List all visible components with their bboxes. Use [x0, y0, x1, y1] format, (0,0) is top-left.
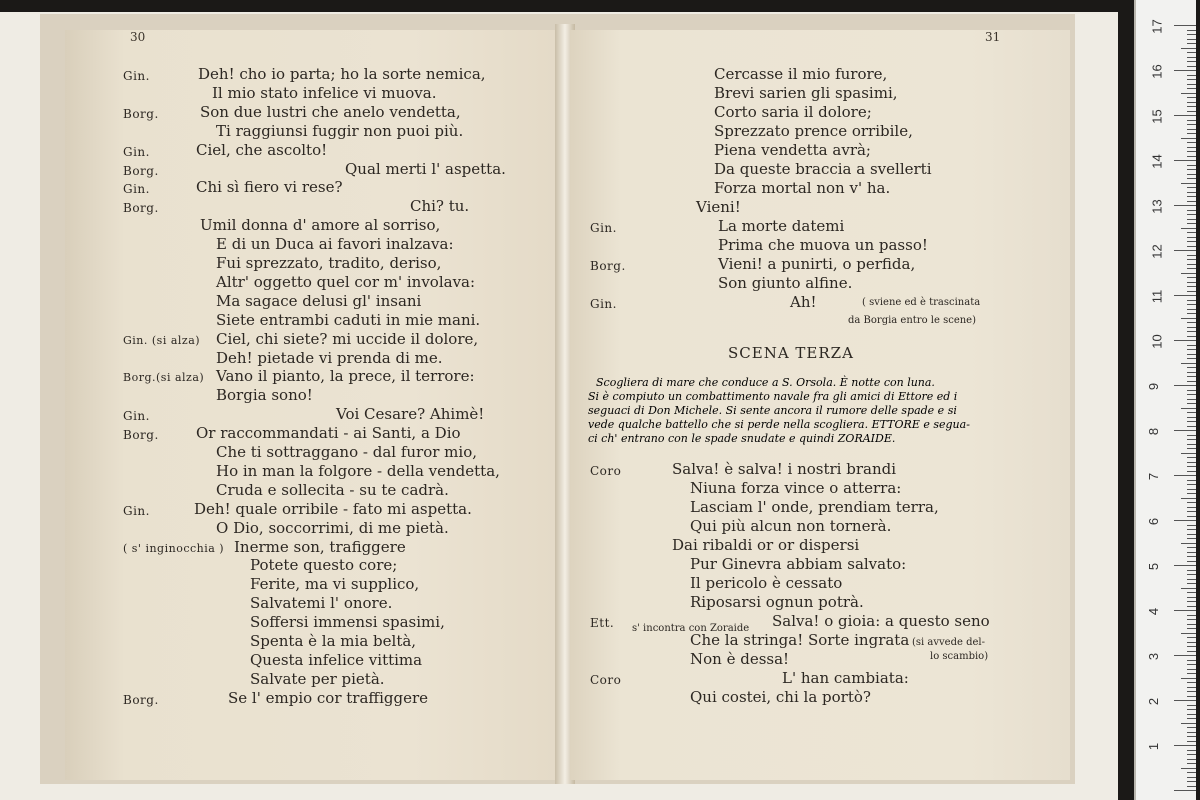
ruler-tick	[1187, 646, 1196, 647]
ruler-tick	[1187, 687, 1196, 688]
left-line-text: Voi Cesare? Ahimè!	[336, 405, 485, 424]
ruler-tick	[1187, 642, 1196, 643]
ruler-tick	[1181, 633, 1196, 634]
ruler-tick	[1187, 673, 1196, 674]
ruler-tick	[1174, 565, 1196, 566]
ruler-tick	[1187, 84, 1196, 85]
right-line-text: Prima che muova un passo!	[718, 236, 928, 254]
ruler-tick	[1187, 435, 1196, 436]
left-line-speaker: ( s' inginocchia )	[123, 541, 225, 555]
ruler-tick	[1187, 142, 1196, 143]
ruler-tick	[1187, 309, 1196, 310]
ruler-tick	[1187, 88, 1196, 89]
ruler-tick	[1181, 453, 1196, 454]
chorus-line-text: Qui più alcun non tornerà.	[690, 517, 892, 535]
ruler-tick	[1181, 48, 1196, 49]
right-line-text: Ah!	[790, 293, 817, 311]
chorus-line-text: Riposarsi ognun potrà.	[690, 593, 864, 611]
left-line-text: Spenta è la mia beltà,	[250, 632, 417, 650]
left-line-text: Salvatemi l' onore.	[250, 594, 393, 613]
left-line-speaker: Gin.	[123, 69, 150, 83]
left-line-text: Ciel, chi siete? mi uccide il dolore,	[216, 329, 479, 348]
ruler-tick	[1187, 534, 1196, 535]
chorus-line-text: Qui costei, chi la portò?	[690, 688, 871, 706]
left-line-text: Chi sì fiero vi rese?	[196, 178, 343, 197]
ruler-tick	[1187, 457, 1196, 458]
scene-description-5: ci ch' entrano con le spade snudate e quindi ZORAIDE.	[588, 432, 896, 445]
ruler-tick	[1187, 354, 1196, 355]
ruler-tick	[1187, 97, 1196, 98]
ruler-tick	[1181, 273, 1196, 274]
left-line-speaker: Gin.	[123, 503, 150, 518]
ruler-tick	[1187, 214, 1196, 215]
ruler-tick	[1187, 124, 1196, 125]
right-line-text: Brevi sarien gli spasimi,	[714, 84, 898, 102]
ruler-number: 11	[1149, 289, 1165, 304]
ruler-tick	[1187, 525, 1196, 526]
ruler-tick	[1174, 205, 1196, 206]
ruler-tick	[1187, 192, 1196, 193]
ruler-number: 8	[1146, 427, 1162, 436]
ruler-tick	[1181, 228, 1196, 229]
ruler-tick	[1187, 336, 1196, 337]
ruler-tick	[1187, 597, 1196, 598]
left-line-text: Qual merti l' aspetta.	[345, 159, 506, 178]
ruler-number: 16	[1149, 64, 1165, 79]
ruler-tick	[1187, 322, 1196, 323]
ruler-tick	[1174, 520, 1196, 521]
ruler-tick	[1187, 417, 1196, 418]
ruler-tick	[1187, 664, 1196, 665]
ruler-tick	[1187, 709, 1196, 710]
ruler-tick	[1181, 318, 1196, 319]
left-line-speaker: Borg.	[123, 106, 159, 121]
ruler-tick	[1174, 385, 1196, 386]
left-line-text: Or raccommandati - ai Santi, a Dio	[196, 424, 461, 443]
scene-description-2: Si è compiuto un combattimento navale fra gli amici di Ettore ed i	[588, 390, 958, 403]
ruler-tick	[1181, 678, 1196, 679]
ruler-tick	[1187, 786, 1196, 787]
left-line-text: Umil donna d' amore al sorriso,	[200, 216, 441, 235]
ruler-tick	[1187, 556, 1196, 557]
ruler-tick	[1187, 75, 1196, 76]
ruler-tick	[1187, 345, 1196, 346]
left-line-text: Son due lustri che anelo vendetta,	[200, 102, 461, 121]
left-line-speaker: Gin.	[123, 409, 150, 424]
right-line-text: Piena vendetta avrà;	[714, 141, 871, 159]
right-line-text: Forza mortal non v' ha.	[714, 179, 891, 197]
aside-line-2: lo scambio)	[930, 651, 989, 662]
left-line-text: Fui sprezzato, tradito, deriso,	[216, 254, 442, 272]
ruler-tick	[1187, 376, 1196, 377]
scene-description-3: seguaci di Don Michele. Si sente ancora il rumore delle spade e si	[588, 404, 957, 417]
right-line-text: Son giunto alfine.	[718, 274, 853, 292]
ruler-tick	[1187, 151, 1196, 152]
ruler-tick	[1187, 372, 1196, 373]
right-line-text: Vieni!	[696, 198, 741, 216]
ruler-tick	[1187, 732, 1196, 733]
ruler-tick	[1187, 232, 1196, 233]
ruler-tick	[1187, 781, 1196, 782]
ruler-tick	[1187, 651, 1196, 652]
right-line-text: Vieni! a punirti, o perfida,	[718, 255, 916, 273]
ruler-tick	[1187, 489, 1196, 490]
ruler-number: 4	[1146, 607, 1162, 616]
ruler-number: 3	[1146, 652, 1162, 661]
ruler-tick	[1174, 790, 1196, 791]
ruler-tick	[1187, 313, 1196, 314]
ruler-tick	[1181, 408, 1196, 409]
chorus-line-text: Pur Ginevra abbiam salvato:	[690, 555, 907, 573]
left-line-text: Inerme son, trafiggere	[234, 537, 406, 556]
ruler-tick	[1187, 714, 1196, 715]
ruler-tick	[1187, 448, 1196, 449]
ruler-tick	[1187, 619, 1196, 620]
right-line-text: Cercasse il mio furore,	[714, 65, 888, 83]
ruler-tick	[1174, 655, 1196, 656]
ruler-tick	[1187, 718, 1196, 719]
ruler-tick	[1187, 669, 1196, 670]
left-line-speaker: Borg.	[123, 692, 159, 707]
ruler-tick	[1187, 439, 1196, 440]
ruler-tick	[1187, 552, 1196, 553]
ruler-tick	[1174, 610, 1196, 611]
measurement-ruler	[1134, 0, 1196, 800]
ruler-tick	[1187, 57, 1196, 58]
ruler-tick	[1187, 178, 1196, 179]
ruler-tick	[1187, 241, 1196, 242]
left-line-speaker: Borg.	[123, 163, 159, 178]
ruler-tick	[1187, 754, 1196, 755]
ruler-tick	[1174, 700, 1196, 701]
left-line-text: Deh! cho io parta; ho la sorte nemica,	[198, 65, 486, 83]
ruler-tick	[1187, 493, 1196, 494]
ruler-number: 17	[1149, 19, 1165, 34]
left-line-text: Ma sagace delusi gl' insani	[216, 291, 422, 310]
ruler-tick	[1187, 79, 1196, 80]
ruler-tick	[1187, 120, 1196, 121]
ruler-number: 5	[1146, 562, 1162, 571]
ruler-tick	[1187, 579, 1196, 580]
left-line-text: Salvate per pietà.	[250, 669, 385, 688]
ruler-tick	[1187, 421, 1196, 422]
ruler-tick	[1187, 592, 1196, 593]
left-line-text: Soffersi immensi spasimi,	[250, 613, 445, 632]
ruler-tick	[1187, 561, 1196, 562]
ruler-tick	[1187, 480, 1196, 481]
ruler-tick	[1187, 696, 1196, 697]
ruler-number: 2	[1146, 697, 1162, 706]
ruler-tick	[1187, 156, 1196, 157]
ruler-tick	[1187, 210, 1196, 211]
ruler-tick	[1187, 390, 1196, 391]
ruler-tick	[1187, 358, 1196, 359]
left-line-text: Deh! quale orribile - fato mi aspetta.	[194, 499, 472, 518]
ruler-tick	[1187, 403, 1196, 404]
ruler-tick	[1181, 93, 1196, 94]
left-line-text: Cruda e sollecita - su te cadrà.	[216, 480, 449, 499]
left-line-text: Ho in man la folgore - della vendetta,	[216, 461, 500, 480]
chorus-line-text: Salva! è salva! i nostri brandi	[672, 460, 897, 478]
scene-heading: SCENA TERZA	[728, 344, 854, 362]
ruler-tick	[1187, 660, 1196, 661]
left-line-text: Il mio stato infelice vi muova.	[212, 83, 437, 102]
ruler-tick	[1187, 741, 1196, 742]
ruler-number: 13	[1149, 199, 1165, 214]
left-line-text: Potete questo core;	[250, 556, 398, 575]
ruler-tick	[1187, 628, 1196, 629]
chorus-line-text: Dai ribaldi or or dispersi	[672, 536, 860, 554]
ruler-tick	[1187, 772, 1196, 773]
ruler-tick	[1187, 52, 1196, 53]
ruler-tick	[1187, 516, 1196, 517]
left-line-text: Borgia sono!	[216, 386, 313, 405]
left-line-speaker: Gin.	[123, 182, 150, 197]
left-line-speaker: Borg.(si alza)	[123, 371, 205, 385]
chorus-line-speaker: Ett.	[590, 616, 615, 630]
left-line-text: Deh! pietade vi prenda di me.	[216, 348, 443, 367]
right-line-text: La morte datemi	[718, 217, 845, 235]
ruler-tick	[1187, 471, 1196, 472]
ruler-tick	[1187, 111, 1196, 112]
ruler-tick	[1187, 444, 1196, 445]
ruler-tick	[1187, 615, 1196, 616]
left-page-number: 30	[130, 30, 146, 44]
ruler-tick	[1187, 705, 1196, 706]
ruler-tick	[1181, 723, 1196, 724]
ruler-tick	[1174, 250, 1196, 251]
ruler-tick	[1187, 426, 1196, 427]
ruler-tick	[1174, 70, 1196, 71]
ruler-tick	[1187, 282, 1196, 283]
stage-direction-faint: ( sviene ed è trascinata	[862, 297, 981, 308]
ruler-tick	[1187, 264, 1196, 265]
ruler-tick	[1187, 574, 1196, 575]
right-line-speaker: Gin.	[590, 221, 617, 235]
scene-description-1: Scogliera di mare che conduce a S. Orsola. È notte con luna.	[596, 376, 935, 389]
ruler-tick	[1187, 529, 1196, 530]
left-line-text: Chi? tu.	[410, 197, 470, 216]
ruler-tick	[1174, 340, 1196, 341]
ruler-tick	[1187, 601, 1196, 602]
ruler-tick	[1187, 129, 1196, 130]
left-line-text: Ferite, ma vi supplico,	[250, 575, 420, 594]
ruler-tick	[1187, 219, 1196, 220]
ruler-tick	[1187, 399, 1196, 400]
ruler-tick	[1187, 39, 1196, 40]
ruler-tick	[1187, 507, 1196, 508]
ruler-tick	[1174, 295, 1196, 296]
ruler-tick	[1187, 637, 1196, 638]
ruler-tick	[1174, 475, 1196, 476]
ruler-tick	[1187, 187, 1196, 188]
right-line-speaker: Gin.	[590, 297, 617, 311]
ruler-tick	[1187, 268, 1196, 269]
ruler-number: 7	[1146, 472, 1162, 481]
chorus-line-text: Salva! o gioia: a questo seno	[772, 612, 990, 630]
ruler-tick	[1187, 201, 1196, 202]
ruler-tick	[1187, 394, 1196, 395]
left-line-text: Questa infelice vittima	[250, 650, 423, 669]
ruler-tick	[1181, 138, 1196, 139]
ruler-tick	[1187, 147, 1196, 148]
ruler-tick	[1187, 511, 1196, 512]
ruler-tick	[1187, 367, 1196, 368]
ruler-tick	[1187, 624, 1196, 625]
ruler-tick	[1187, 777, 1196, 778]
aside-line-1: (si avvede del-	[912, 637, 985, 648]
stage-direction-borgia: da Borgia entro le scene)	[848, 315, 976, 326]
ruler-tick	[1187, 583, 1196, 584]
ruler-tick	[1187, 196, 1196, 197]
ruler-tick	[1187, 277, 1196, 278]
left-line-speaker: Borg.	[123, 201, 159, 216]
ruler-tick	[1174, 160, 1196, 161]
ruler-tick	[1187, 43, 1196, 44]
ruler-tick	[1181, 768, 1196, 769]
ruler-tick	[1187, 259, 1196, 260]
right-line-text: Sprezzato prence orribile,	[714, 122, 913, 140]
left-line-text: E di un Duca ai favori inalzava:	[216, 235, 454, 254]
ruler-number: 10	[1149, 334, 1165, 349]
ruler-tick	[1187, 165, 1196, 166]
chorus-line-speaker: Coro	[590, 464, 622, 478]
left-line-speaker: Gin.	[123, 144, 150, 159]
ruler-number: 1	[1146, 742, 1162, 751]
chorus-line-text: Che la stringa! Sorte ingrata	[690, 631, 910, 649]
ruler-tick	[1187, 750, 1196, 751]
ruler-tick	[1187, 174, 1196, 175]
ruler-tick	[1187, 133, 1196, 134]
ruler-tick	[1187, 349, 1196, 350]
ruler-tick	[1174, 25, 1196, 26]
ruler-number: 12	[1149, 244, 1165, 259]
chorus-line-text: L' han cambiata:	[782, 669, 909, 687]
ruler-tick	[1187, 691, 1196, 692]
left-line-text: Vano il pianto, la prece, il terrore:	[216, 367, 475, 386]
left-line-text: Siete entrambi caduti in mie mani.	[216, 310, 481, 329]
ruler-tick	[1187, 327, 1196, 328]
ruler-tick	[1181, 183, 1196, 184]
left-line-text: Che ti sottraggano - dal furor mio,	[216, 443, 477, 461]
ruler-tick	[1187, 237, 1196, 238]
ruler-tick	[1187, 502, 1196, 503]
ruler-number: 15	[1149, 109, 1165, 124]
ruler-number: 6	[1146, 517, 1162, 526]
ruler-tick	[1187, 381, 1196, 382]
ruler-tick	[1187, 291, 1196, 292]
ruler-tick	[1187, 759, 1196, 760]
ruler-number: 14	[1149, 154, 1165, 169]
chorus-line-text: Lasciam l' onde, prendiam terra,	[690, 498, 939, 516]
ruler-tick	[1187, 246, 1196, 247]
ruler-tick	[1187, 538, 1196, 539]
ruler-tick	[1174, 745, 1196, 746]
ruler-tick	[1187, 412, 1196, 413]
scene-description-4: vede qualche battello che si perde nella scogliera. ETTORE e segua-	[588, 418, 970, 431]
right-line-text: Corto saria il dolore;	[714, 103, 872, 121]
ruler-tick	[1187, 61, 1196, 62]
ruler-tick	[1187, 106, 1196, 107]
ruler-tick	[1187, 300, 1196, 301]
left-line-text: Ti raggiunsi fuggir non puoi più.	[216, 121, 464, 140]
ruler-tick	[1187, 223, 1196, 224]
left-line-speaker: Gin. (si alza)	[123, 333, 201, 347]
ruler-tick	[1187, 570, 1196, 571]
ruler-tick	[1181, 498, 1196, 499]
ruler-number: 9	[1146, 382, 1162, 391]
right-line-text: Da queste braccia a svellerti	[714, 160, 932, 178]
ettore-stage-direction: s' incontra con Zoraide	[632, 623, 750, 634]
left-line-text: Se l' empio cor traffiggere	[228, 688, 429, 707]
ruler-tick	[1181, 363, 1196, 364]
left-line-speaker: Borg.	[123, 428, 159, 443]
chorus-line-text: Niuna forza vince o atterra:	[690, 479, 902, 497]
ruler-tick	[1187, 331, 1196, 332]
ruler-tick	[1187, 286, 1196, 287]
ruler-tick	[1187, 462, 1196, 463]
ruler-tick	[1187, 102, 1196, 103]
ruler-tick	[1187, 30, 1196, 31]
ruler-tick	[1187, 727, 1196, 728]
ruler-tick	[1187, 682, 1196, 683]
ruler-tick	[1181, 588, 1196, 589]
ruler-tick	[1181, 543, 1196, 544]
ruler-tick	[1187, 547, 1196, 548]
ruler-tick	[1187, 763, 1196, 764]
ruler-tick	[1187, 466, 1196, 467]
chorus-line-text: Il pericolo è cessato	[690, 574, 843, 592]
ruler-tick	[1187, 169, 1196, 170]
ruler-tick	[1187, 736, 1196, 737]
left-line-text: O Dio, soccorrimi, di me pietà.	[216, 518, 449, 537]
ruler-tick	[1174, 115, 1196, 116]
right-page-number: 31	[985, 30, 1001, 44]
left-line-text: Ciel, che ascolto!	[196, 140, 328, 159]
chorus-line-text: Non è dessa!	[690, 650, 790, 668]
ruler-tick	[1187, 255, 1196, 256]
ruler-tick	[1187, 606, 1196, 607]
ruler-tick	[1187, 484, 1196, 485]
chorus-line-speaker: Coro	[590, 673, 622, 687]
ruler-tick	[1187, 66, 1196, 67]
left-line-text: Altr' oggetto quel cor m' involava:	[216, 272, 476, 291]
ruler-tick	[1187, 34, 1196, 35]
ruler-tick	[1187, 304, 1196, 305]
ruler-tick	[1174, 430, 1196, 431]
right-line-speaker: Borg.	[590, 259, 626, 273]
